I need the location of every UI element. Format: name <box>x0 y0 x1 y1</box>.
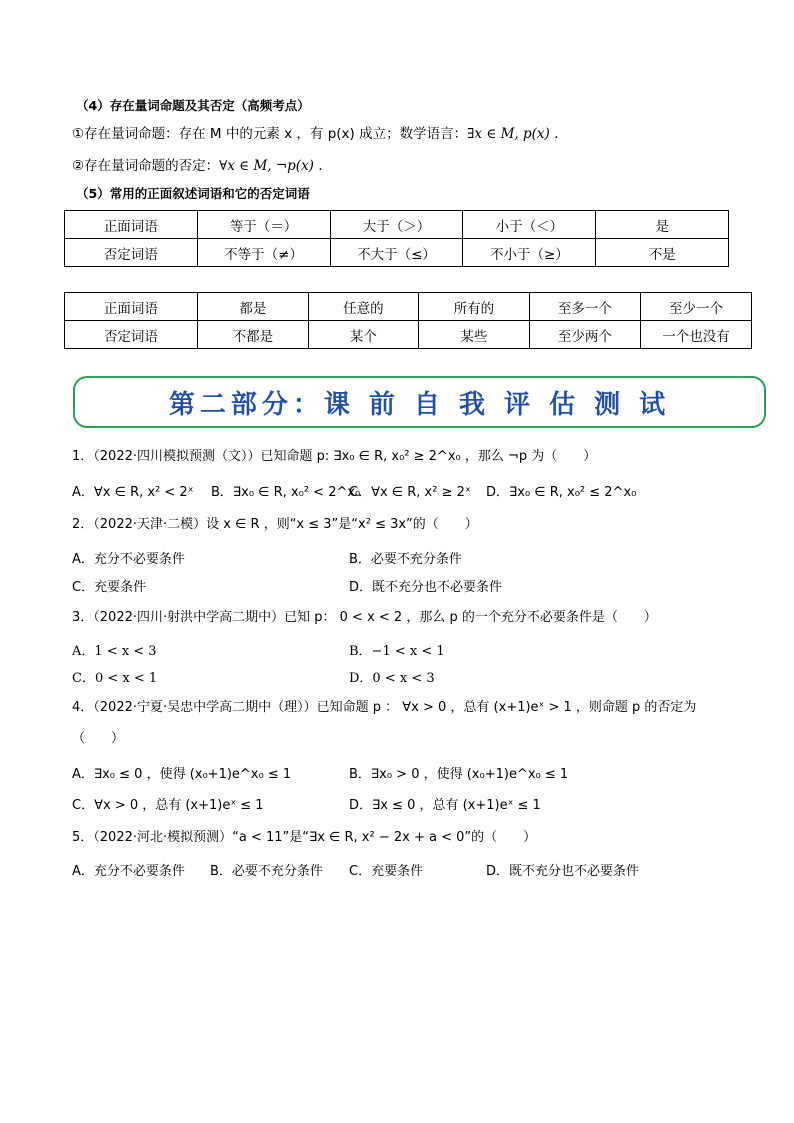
question-4-stem-cont: （ ） <box>72 731 125 746</box>
words-table-1 <box>64 210 729 267</box>
section4-heading: （4）存在量词命题及其否定（高频考点） <box>76 98 310 113</box>
table-cell: 至少两个 <box>529 321 640 349</box>
table-cell: 一个也没有 <box>640 321 751 349</box>
table-cell: 等于（＝） <box>197 211 330 239</box>
question-3-option-a: A．1 < x < 3 <box>72 644 157 659</box>
table-cell: 至多一个 <box>529 293 640 321</box>
question-4-option-a: A．∃x₀ ≤ 0 ，使得 (x₀+1)e^x₀ ≤ 1 <box>72 767 292 782</box>
table-cell: 否定词语 <box>65 321 198 349</box>
question-5-option-a: A．充分不必要条件 <box>72 864 185 879</box>
question-4-option-c: C．∀x > 0 ，总有 (x+1)eˣ ≤ 1 <box>72 798 264 813</box>
table-cell: 否定词语 <box>65 239 198 267</box>
section4-line1-text: ①存在量词命题：存在 M 中的元素 x ，有 p(x) 成立；数学语言： <box>72 126 468 142</box>
question-2-option-c: C．充要条件 <box>72 580 147 595</box>
question-3-option-b: B．−1 < x < 1 <box>349 644 445 659</box>
table-cell: 不是 <box>596 239 729 267</box>
section4-line2-text: ②存在量词命题的否定： <box>72 158 220 174</box>
table-cell: 不大于（≤） <box>330 239 463 267</box>
question-5-stem: 5．（2022·河北·模拟预测）“a < 11”是“∃x ∈ R, x² − 2x + a < 0”的（ ） <box>72 830 537 845</box>
table-cell: 某些 <box>418 321 529 349</box>
question-2-option-d: D．既不充分也不必要条件 <box>349 580 503 595</box>
table-row <box>65 211 729 239</box>
section-banner <box>73 376 766 428</box>
banner-title: 第二部分：课 前 自 我 评 估 测 试 <box>168 389 671 420</box>
words-table-2 <box>64 292 752 349</box>
table-cell: 正面词语 <box>65 211 198 239</box>
question-1-option-d: D．∃x₀ ∈ R, x₀² ≤ 2^x₀ <box>486 485 637 500</box>
question-2-option-b: B．必要不充分条件 <box>349 552 462 567</box>
question-2-stem: 2．（2022·天津·二模）设 x ∈ R ，则“x ≤ 3”是“x² ≤ 3x”的（ ） <box>72 517 478 532</box>
table-cell: 是 <box>596 211 729 239</box>
table-cell: 某个 <box>308 321 418 349</box>
table-row <box>65 239 729 267</box>
question-2-option-a: A．充分不必要条件 <box>72 552 185 567</box>
question-4-option-b: B．∃x₀ > 0 ，使得 (x₀+1)e^x₀ ≤ 1 <box>349 767 569 782</box>
table-cell: 任意的 <box>308 293 418 321</box>
question-4-stem: 4．（2022·宁夏·吴忠中学高二期中（理））已知命题 p ： ∀x > 0 ，总有 (x+1)eˣ > 1 ，则命题 p 的否定为 <box>72 700 697 715</box>
table-row <box>65 321 752 349</box>
question-1-option-b: B．∃x₀ ∈ R, x₀² < 2^x₀ <box>211 485 361 500</box>
table-cell: 正面词语 <box>65 293 198 321</box>
question-5-option-d: D．既不充分也不必要条件 <box>486 864 640 879</box>
table-cell: 所有的 <box>418 293 529 321</box>
table-cell: 不等于（≠） <box>197 239 330 267</box>
question-5-option-c: C．充要条件 <box>349 864 424 879</box>
section4-line2 <box>72 154 323 174</box>
table-cell: 都是 <box>197 293 308 321</box>
table-cell: 小于（＜） <box>463 211 596 239</box>
question-5-option-b: B．必要不充分条件 <box>210 864 323 879</box>
question-1-option-c: C．∀x ∈ R, x² ≥ 2ˣ <box>349 485 471 500</box>
section4-line1-math: ∃x ∈ M, p(x) . <box>467 126 559 142</box>
question-1-stem: 1．（2022·四川模拟预测（文））已知命题 p: ∃x₀ ∈ R, x₀² ≥ 2^x₀ ，那么 ¬p 为（ ） <box>72 449 597 464</box>
section4-line1 <box>72 122 558 142</box>
question-3-stem: 3．（2022·四川·射洪中学高二期中）已知 p： 0 < x < 2 ，那么 p 的一个充分不必要条件是（ ） <box>72 610 657 625</box>
table-cell: 大于（＞） <box>330 211 463 239</box>
question-3-option-d: D．0 < x < 3 <box>349 671 435 686</box>
section5-heading: （5）常用的正面叙述词语和它的否定词语 <box>76 186 310 201</box>
section4-line2-math: ∀x ∈ M, ¬p(x) . <box>219 158 323 174</box>
table-cell: 不小于（≥） <box>463 239 596 267</box>
table-cell: 至少一个 <box>640 293 751 321</box>
question-4-option-d: D．∃x ≤ 0 ，总有 (x+1)eˣ ≤ 1 <box>349 798 541 813</box>
table-cell: 不都是 <box>197 321 308 349</box>
question-3-option-c: C．0 < x < 1 <box>72 671 158 686</box>
table-row <box>65 293 752 321</box>
question-1-option-a: A．∀x ∈ R, x² < 2ˣ <box>72 485 194 500</box>
